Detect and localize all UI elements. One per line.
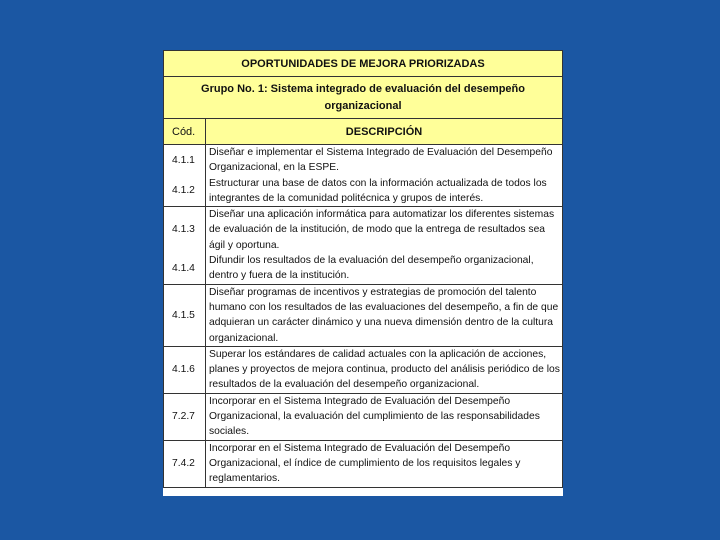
row-code: 7.2.7 bbox=[164, 393, 206, 440]
table-row bbox=[164, 346, 563, 393]
row-code: 4.1.6 bbox=[164, 346, 206, 393]
row-description: Superar los estándares de calidad actuales con la aplicación de acciones, planes y proyectos de mejora continua, producto del análisis periódico de los resultados de la evaluación del desempeño organizacional. bbox=[206, 346, 563, 393]
table-row bbox=[164, 393, 563, 440]
table-row bbox=[164, 440, 563, 487]
row-description: Diseñar una aplicación informática para automatizar los diferentes sistemas de evaluación de la institución, de modo que la entrega de resultados sea ágil y oportuna. bbox=[206, 207, 563, 253]
table-row bbox=[164, 207, 563, 253]
table-row bbox=[164, 145, 563, 176]
row-code: 4.1.4 bbox=[164, 253, 206, 284]
row-description: Diseñar programas de incentivos y estrategias de promoción del talento humano con los resultados de las evaluaciones del desempeño, a fin de que adquieran un carácter dinámico y una nueva dimensión dentro de la cultura organizacional. bbox=[206, 284, 563, 346]
column-header-description: DESCRIPCIÓN bbox=[206, 119, 563, 145]
row-code: 4.1.2 bbox=[164, 176, 206, 207]
group-title: Grupo No. 1: Sistema integrado de evaluación del desempeño organizacional bbox=[164, 77, 563, 119]
column-header-code: Cód. bbox=[164, 119, 206, 145]
document-sheet bbox=[163, 50, 563, 496]
row-code: 4.1.1 bbox=[164, 145, 206, 176]
row-code: 4.1.3 bbox=[164, 207, 206, 253]
row-code: 7.4.2 bbox=[164, 440, 206, 487]
row-description: Estructurar una base de datos con la información actualizada de todos los integrantes de la comunidad politécnica y grupos de interés. bbox=[206, 176, 563, 207]
improvement-table bbox=[163, 50, 563, 488]
row-code: 4.1.5 bbox=[164, 284, 206, 346]
row-description: Diseñar e implementar el Sistema Integrado de Evaluación del Desempeño Organizacional, en la ESPE. bbox=[206, 145, 563, 176]
table-title: OPORTUNIDADES DE MEJORA PRIORIZADAS bbox=[164, 51, 563, 77]
table-row bbox=[164, 284, 563, 346]
table-row bbox=[164, 253, 563, 284]
row-description: Incorporar en el Sistema Integrado de Evaluación del Desempeño Organizacional, el índice de cumplimiento de los requisitos legales y reglamentarios. bbox=[206, 440, 563, 487]
table-row bbox=[164, 176, 563, 207]
row-description: Incorporar en el Sistema Integrado de Evaluación del Desempeño Organizacional, la evaluación del cumplimiento de las responsabilidades sociales. bbox=[206, 393, 563, 440]
row-description: Difundir los resultados de la evaluación del desempeño organizacional, dentro y fuera de la institución. bbox=[206, 253, 563, 284]
